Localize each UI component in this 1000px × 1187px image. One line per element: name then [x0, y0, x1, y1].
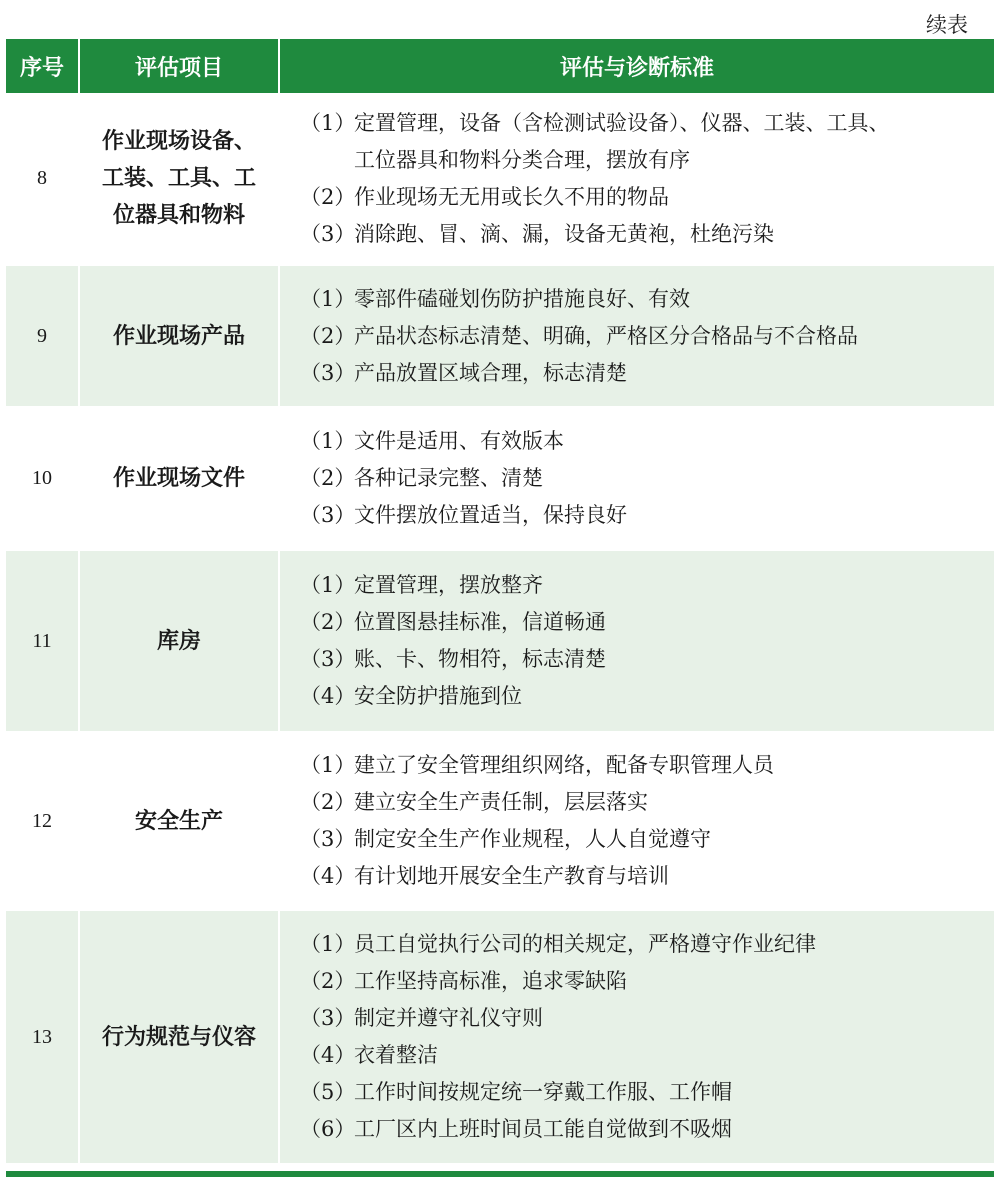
criterion-index: （3）	[300, 360, 356, 385]
header-num: 序号	[6, 39, 79, 93]
criterion-index: （4）	[300, 684, 356, 708]
criterion-index: （3）	[300, 647, 356, 671]
criterion	[300, 926, 984, 963]
criterion-text: 位置图悬挂标准，信道畅通	[354, 610, 606, 634]
criterion-index: （2）	[300, 323, 356, 348]
row-num: 11	[6, 550, 79, 732]
criterion-text: 建立安全生产责任制，层层落实	[354, 790, 648, 814]
table-row	[6, 732, 994, 910]
criterion-text: 定置管理，摆放整齐	[354, 573, 543, 597]
criterion-index: （4）	[300, 1043, 356, 1067]
criterion-index: （2）	[300, 184, 356, 209]
table-header	[6, 39, 994, 93]
table-row	[6, 265, 994, 407]
criterion-index: （3）	[300, 221, 356, 246]
row-criteria	[279, 407, 994, 550]
criterion-text: 工作坚持高标准，追求零缺陷	[354, 969, 627, 993]
criterion	[300, 179, 984, 216]
criterion	[300, 355, 984, 392]
row-item	[79, 910, 279, 1164]
row-criteria	[279, 910, 994, 1164]
criterion-index: （1）	[300, 932, 356, 956]
row-criteria	[279, 265, 994, 407]
row-item	[79, 265, 279, 407]
criterion-text: 作业现场无无用或长久不用的物品	[354, 184, 669, 209]
table-row	[6, 93, 994, 265]
evaluation-table	[6, 39, 994, 1165]
criterion-text: 安全防护措施到位	[354, 684, 522, 708]
criterion	[300, 1111, 984, 1148]
row-num: 10	[6, 407, 79, 550]
criterion-index: （6）	[300, 1117, 356, 1141]
row-item-label: 作业现场产品	[112, 323, 245, 349]
criterion-text: 消除跑、冒、滴、漏，设备无黄袍，杜绝污染	[354, 221, 774, 246]
criterion	[300, 1037, 984, 1074]
criterion	[300, 963, 984, 1000]
criterion-index: （1）	[300, 573, 356, 597]
criterion-index: （3）	[300, 827, 356, 851]
row-item-label: 作业现场设备、工装、工具、工位器具和物料	[101, 129, 256, 228]
row-item-label: 作业现场文件	[112, 466, 245, 491]
criterion	[300, 1000, 984, 1037]
row-num: 12	[6, 732, 79, 910]
criterion-text: 产品状态标志清楚、明确，严格区分合格品与不合格品	[354, 323, 858, 348]
header-item: 评估项目	[79, 39, 279, 93]
row-item	[79, 407, 279, 550]
criterion-text: 员工自觉执行公司的相关规定，严格遵守作业纪律	[354, 932, 816, 956]
criterion-text: 产品放置区域合理，标志清楚	[354, 360, 627, 385]
criterion-text: 各种记录完整、清楚	[354, 466, 543, 490]
criterion-continuation: 工位器具和物料分类合理，摆放有序	[354, 147, 690, 172]
criterion-text: 工作时间按规定统一穿戴工作服、工作帽	[354, 1080, 732, 1104]
criterion-text: 衣着整洁	[354, 1043, 438, 1067]
row-num: 9	[6, 265, 79, 407]
criterion-text: 制定安全生产作业规程，人人自觉遵守	[354, 827, 711, 851]
header-criteria: 评估与诊断标准	[279, 39, 994, 93]
criterion-text: 建立了安全管理组织网络，配备专职管理人员	[354, 753, 774, 777]
continued-label: 续表	[926, 13, 968, 37]
criterion-index: （2）	[300, 969, 356, 993]
table-bottom-rule	[6, 1171, 994, 1177]
criterion-index: （5）	[300, 1080, 356, 1104]
criterion	[300, 281, 984, 318]
criterion-index: （2）	[300, 790, 356, 814]
criterion-index: （2）	[300, 610, 356, 634]
criterion-text: 文件摆放位置适当，保持良好	[354, 503, 627, 527]
criterion-text: 零部件磕碰划伤防护措施良好、有效	[354, 286, 690, 311]
criterion	[300, 497, 984, 534]
criterion	[300, 216, 984, 253]
criterion	[300, 567, 984, 604]
criterion	[300, 641, 984, 678]
row-item	[79, 93, 279, 265]
criterion	[300, 1074, 984, 1111]
criterion-index: （1）	[300, 753, 356, 777]
table-row	[6, 550, 994, 732]
criterion-index: （3）	[300, 503, 356, 527]
criterion-index: （4）	[300, 864, 356, 888]
criterion-text: 文件是适用、有效版本	[354, 429, 564, 453]
criterion	[300, 678, 984, 715]
criterion	[300, 747, 984, 784]
criterion	[300, 105, 984, 142]
row-item	[79, 732, 279, 910]
criterion	[300, 423, 984, 460]
row-item-label: 库房	[156, 628, 201, 654]
criterion-index: （1）	[300, 110, 356, 135]
criterion-text: 制定并遵守礼仪守则	[354, 1006, 543, 1030]
criterion	[300, 821, 984, 858]
criterion	[300, 784, 984, 821]
row-criteria	[279, 93, 994, 265]
row-item-label: 安全生产	[134, 808, 223, 834]
table-row	[6, 407, 994, 550]
table-row	[6, 910, 994, 1164]
row-item	[79, 550, 279, 732]
criterion	[300, 858, 984, 895]
row-item-label: 行为规范与仪容	[101, 1024, 256, 1050]
row-criteria	[279, 732, 994, 910]
criterion-index: （3）	[300, 1006, 356, 1030]
header-row	[6, 39, 994, 93]
row-num: 13	[6, 910, 79, 1164]
criterion-text: 定置管理，设备（含检测试验设备）、仪器、工装、工具、	[354, 110, 890, 135]
criterion	[300, 460, 984, 497]
criterion-text: 有计划地开展安全生产教育与培训	[354, 864, 669, 888]
criterion-text: 账、卡、物相符，标志清楚	[354, 647, 606, 671]
criterion-text: 工厂区内上班时间员工能自觉做到不吸烟	[354, 1117, 732, 1141]
criterion-index: （1）	[300, 286, 356, 311]
criterion-index: （2）	[300, 466, 356, 490]
criterion-index: （1）	[300, 429, 356, 453]
row-criteria	[279, 550, 994, 732]
criterion	[300, 318, 984, 355]
row-num: 8	[6, 93, 79, 265]
criterion	[300, 604, 984, 641]
